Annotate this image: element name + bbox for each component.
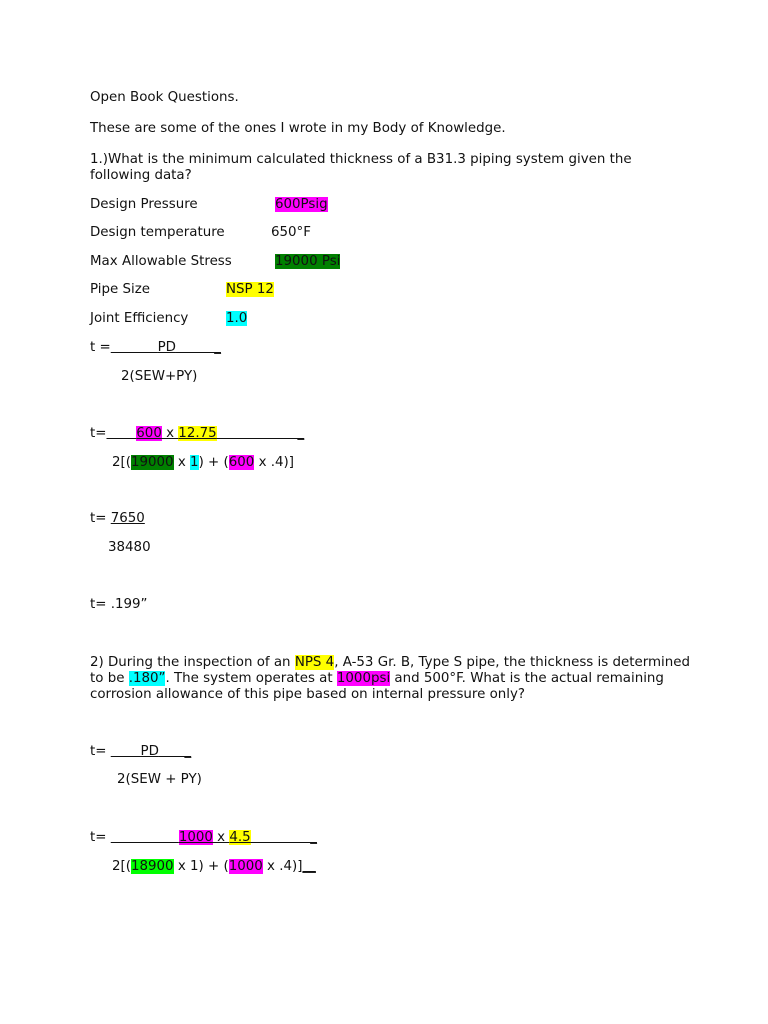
question-2-text: 2) During the inspection of an NPS 4, A-53 Gr. B, Type S pipe, the thickness is determined to be .180”. The system operates at 1000psi and 500°F. What is the actual remaining corrosion allowance of this pipe based on internal pressure only? (90, 655, 690, 702)
max-allowable-stress-value: 19000 Psi (275, 254, 341, 269)
q2-formula-denominator: 2(SEW + PY) (117, 772, 202, 787)
q1-calc-denominator-line: 2[(19000 x 1) + (600 x .4)] (112, 455, 294, 470)
question-1-text: 1.)What is the minimum calculated thickness of a B31.3 piping system given the following data? (90, 152, 632, 183)
q2-calc-denominator-line: 2[(18900 x 1) + (1000 x .4)]__ (112, 859, 316, 874)
q1-result: t= .199” (90, 597, 148, 612)
q1-calc-numerator-line: t= 600 x 12.75 _ (90, 426, 305, 441)
q1-calc2-numerator-line: t= 7650 (90, 511, 145, 526)
design-temperature-value: 650°F (271, 225, 311, 240)
q2-calc-numerator-line: t= 1000 x 4.5 _ (90, 830, 317, 845)
design-pressure-value: 600Psig (275, 197, 328, 212)
intro-text: These are some of the ones I wrote in my Body of Knowledge. (90, 121, 506, 136)
pipe-size-value: NSP 12 (226, 282, 274, 297)
page-title: Open Book Questions. (90, 90, 239, 105)
design-temperature-label: Design temperature (90, 225, 225, 240)
q1-formula-numerator-line: t = PD _ (90, 340, 221, 355)
joint-efficiency-value: 1.0 (226, 311, 248, 326)
joint-efficiency-label: Joint Efficiency (90, 311, 189, 326)
q1-calc2-denominator: 38480 (108, 540, 151, 555)
q2-formula-numerator-line: t= PD _ (90, 744, 192, 759)
pipe-size-label: Pipe Size (90, 282, 150, 297)
q1-formula-denominator: 2(SEW+PY) (121, 369, 198, 384)
design-pressure-label: Design Pressure (90, 197, 198, 212)
max-allowable-stress-label: Max Allowable Stress (90, 254, 232, 269)
